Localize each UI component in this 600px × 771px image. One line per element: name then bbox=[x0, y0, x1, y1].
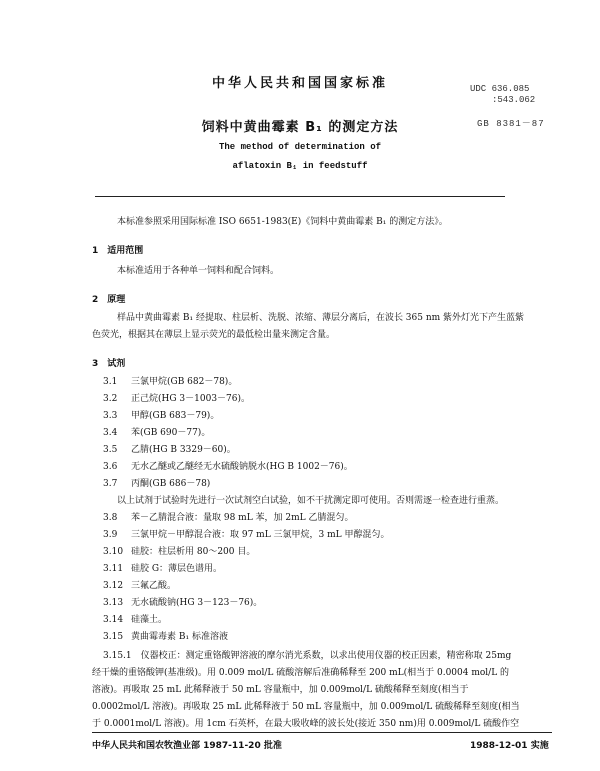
section-2-title: 2 原理 bbox=[92, 295, 126, 305]
para-line: 经干燥的重铬酸钾(基准级)。用 0.009 mol/L 硫酸溶解后准确稀释至 200 mL(相当于 0.0004 mol/L 的 bbox=[92, 668, 510, 678]
reagent-item: 3.6 无水乙醚或乙醚经无水硫酸钠脱水(HG B 1002－76)。 bbox=[103, 462, 353, 472]
english-title-line-2: aflatoxin B₁ in feedstuff bbox=[232, 161, 368, 171]
section-2-text-1: 样品中黄曲霉素 B₁ 经提取、柱层析、洗脱、浓缩、薄层分离后，在波长 365 nm 紫外灯光下产生蓝紫 bbox=[117, 313, 525, 323]
reagent-item: 3.4 苯(GB 690－77)。 bbox=[103, 428, 211, 438]
section-3-title: 3 试剂 bbox=[92, 359, 126, 369]
reagent-item: 3.12 三氟乙酸。 bbox=[103, 581, 177, 591]
reagent-item: 3.5 乙腈(HG B 3329－60)。 bbox=[103, 445, 236, 455]
reagent-item: 3.13 无水硫酸钠(HG 3－123－76)。 bbox=[103, 598, 263, 608]
intro-paragraph: 本标准参照采用国际标准 ISO 6651-1983(E)《饲料中黄曲霉素 B₁ 的测定方法》。 bbox=[117, 217, 448, 227]
section-1-text: 本标准适用于各种单一饲料和配合饲料。 bbox=[117, 266, 280, 276]
reagent-item: 3.10 硅胶：柱层析用 80～200 目。 bbox=[103, 547, 256, 557]
para-line: 3.15.1 仪器校正：测定重铬酸钾溶液的摩尔消光系数，以求出使用仪器的校正因素，精密称取 25mg bbox=[103, 651, 512, 661]
standard-org-title: 中华人民共和国国家标准 bbox=[211, 76, 388, 91]
header-divider bbox=[95, 196, 505, 197]
approval-date: 中华人民共和国农牧渔业部 1987-11-20 批准 bbox=[92, 741, 282, 751]
reagent-list-2 bbox=[103, 510, 390, 646]
reagent-item: 3.11 硅胶 G：薄层色谱用。 bbox=[103, 564, 223, 574]
reagent-item: 3.1 三氯甲烷(GB 682－78)。 bbox=[103, 377, 238, 387]
effective-date: 1988-12-01 实施 bbox=[470, 741, 549, 751]
reagent-note: 以上试剂于试验时先进行一次试剂空白试验，如不干扰测定即可使用。否则需逐一检查进行重蒸。 bbox=[117, 496, 505, 506]
reagent-item: 3.9 三氯甲烷－甲醇混合液：取 97 mL 三氯甲烷，3 mL 甲醇混匀。 bbox=[103, 530, 390, 540]
udc-code: UDC 636.085 bbox=[470, 84, 530, 94]
para-line: 0.0002mol/L 溶液)。再吸取 25 mL 此稀释液于 50 mL 容量瓶中，加 0.009mol/L 硫酸稀释至刻度(相当 bbox=[92, 702, 520, 712]
gb-number: GB 8381－87 bbox=[477, 119, 545, 129]
udc-code-2: :543.062 bbox=[492, 95, 536, 105]
reagent-item: 3.3 甲醇(GB 683－79)。 bbox=[103, 411, 220, 421]
para-line: 于 0.0001mol/L 溶液)。用 1cm 石英杯，在最大吸收峰的波长处(接近 350 nm)用 0.009mol/L 硫酸作空 bbox=[92, 719, 520, 729]
english-title-line-1: The method of determination of bbox=[218, 142, 382, 152]
document-title: 饲料中黄曲霉素 B₁ 的测定方法 bbox=[201, 120, 399, 135]
para-line: 溶液)。再吸取 25 mL 此稀释液于 50 mL 容量瓶中，加 0.009mol/L 硫酸稀释至刻度(相当于 bbox=[92, 685, 469, 695]
reagent-item: 3.2 正己烷(HG 3－1003－76)。 bbox=[103, 394, 251, 404]
reagent-list-1 bbox=[103, 374, 353, 493]
section-2-text-2: 色荧光，根据其在薄层上显示荧光的最低检出量来测定含量。 bbox=[92, 330, 336, 340]
reagent-item: 3.8 苯－乙腈混合液：量取 98 mL 苯，加 2mL 乙腈混匀。 bbox=[103, 513, 354, 523]
reagent-item: 3.14 硅藻土。 bbox=[103, 615, 168, 625]
section-1-title: 1 适用范围 bbox=[92, 246, 144, 256]
footer-divider bbox=[92, 732, 552, 733]
reagent-item: 3.15 黄曲霉毒素 B₁ 标准溶液 bbox=[103, 632, 228, 642]
reagent-item: 3.7 丙酮(GB 686－78) bbox=[103, 479, 211, 489]
paragraph-3-15-1 bbox=[92, 648, 520, 733]
